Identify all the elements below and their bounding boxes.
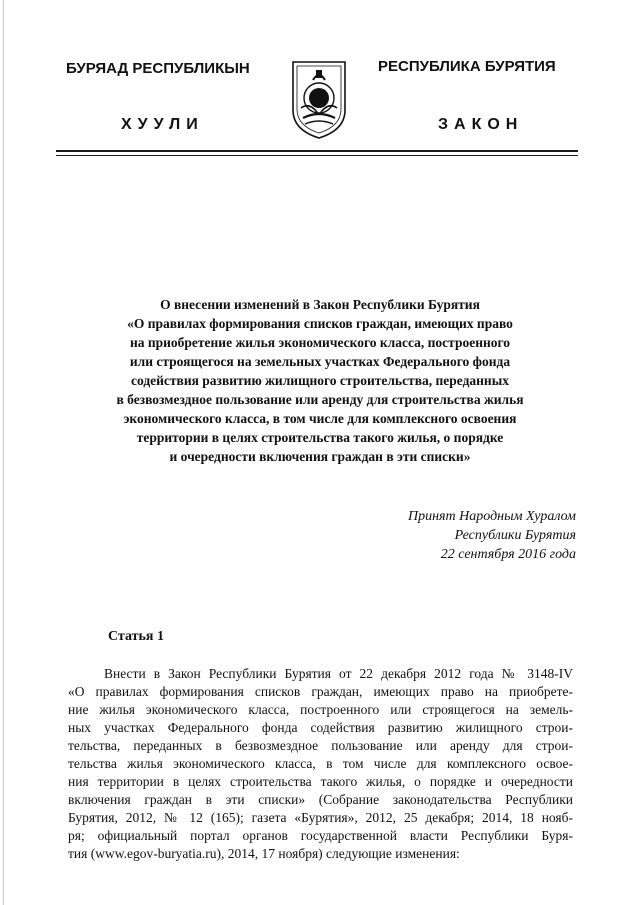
law-title — [80, 295, 560, 466]
body-line: ние жилья экономического класса, построенного или строящегося на земель- — [68, 702, 573, 717]
article-body — [68, 665, 573, 863]
title-line: и очередности включения граждан в эти списки» — [169, 449, 471, 464]
body-line: включения граждан в эти списки» (Собрание законодательства Республики — [68, 792, 573, 807]
scan-edge — [3, 0, 4, 905]
title-line: экономического класса, в том числе для комплексного освоения — [123, 411, 517, 426]
adoption-date: 22 сентября 2016 года — [440, 547, 576, 562]
body-line: тия (www.egov-buryatia.ru), 2014, 17 ноября) следующие изменения: — [68, 846, 460, 861]
body-line: «О правилах формирования списков граждан, имеющих право на приобрете- — [68, 684, 573, 699]
body-line: Бурятия, 2012, № 12 (165); газета «Бурятия», 2012, 25 декабря; 2014, 18 нояб- — [68, 810, 573, 825]
body-line: Внести в Закон Республики Бурятия от 22 декабря 2012 года № 3148-IV — [104, 666, 573, 681]
header-buryat-title: БУРЯАД РЕСПУБЛИКЫН — [66, 60, 250, 77]
body-line: ря; официальный портал органов государственной власти Республики Буря- — [68, 828, 573, 843]
body-line: тельства, переданных в безвозмездное пользование или аренду для строи- — [68, 738, 573, 753]
body-line: тельства жилья экономического класса, в том числе для комплексного освое- — [68, 756, 573, 771]
title-line: на приобретение жилья экономического класса, построенного — [129, 335, 511, 350]
title-line: содействия развитию жилищного строительства, переданных — [130, 373, 510, 388]
title-line: или строящегося на земельных участках Федерального фонда — [129, 354, 511, 369]
coat-of-arms-icon — [287, 58, 351, 140]
header-divider-thin — [56, 155, 578, 156]
title-line: «О правилах формирования списков граждан, имеющих право — [127, 316, 513, 331]
header-russian-title: РЕСПУБЛИКА БУРЯТИЯ — [378, 58, 556, 75]
body-line: ния территории в целях строительства такого жилья, о порядке и очередности — [68, 774, 573, 789]
adoption-line: Республики Бурятия — [454, 528, 576, 543]
article-heading: Статья 1 — [108, 629, 164, 644]
title-line: в безвозмездное пользование или аренду для строительства жилья — [116, 392, 524, 407]
adoption-note — [408, 507, 576, 564]
body-line: ных участках Федерального фонда содействия развитию жилищного строи- — [68, 720, 573, 735]
header-buryat-law: ХУУЛИ — [121, 116, 204, 133]
header-russian-law: ЗАКОН — [438, 116, 524, 133]
header-divider — [56, 150, 578, 152]
adoption-line: Принят Народным Хуралом — [407, 509, 576, 524]
title-line: территории в целях строительства такого жилья, о порядке — [136, 430, 504, 445]
title-line: О внесении изменений в Закон Республики Бурятия — [160, 297, 480, 312]
